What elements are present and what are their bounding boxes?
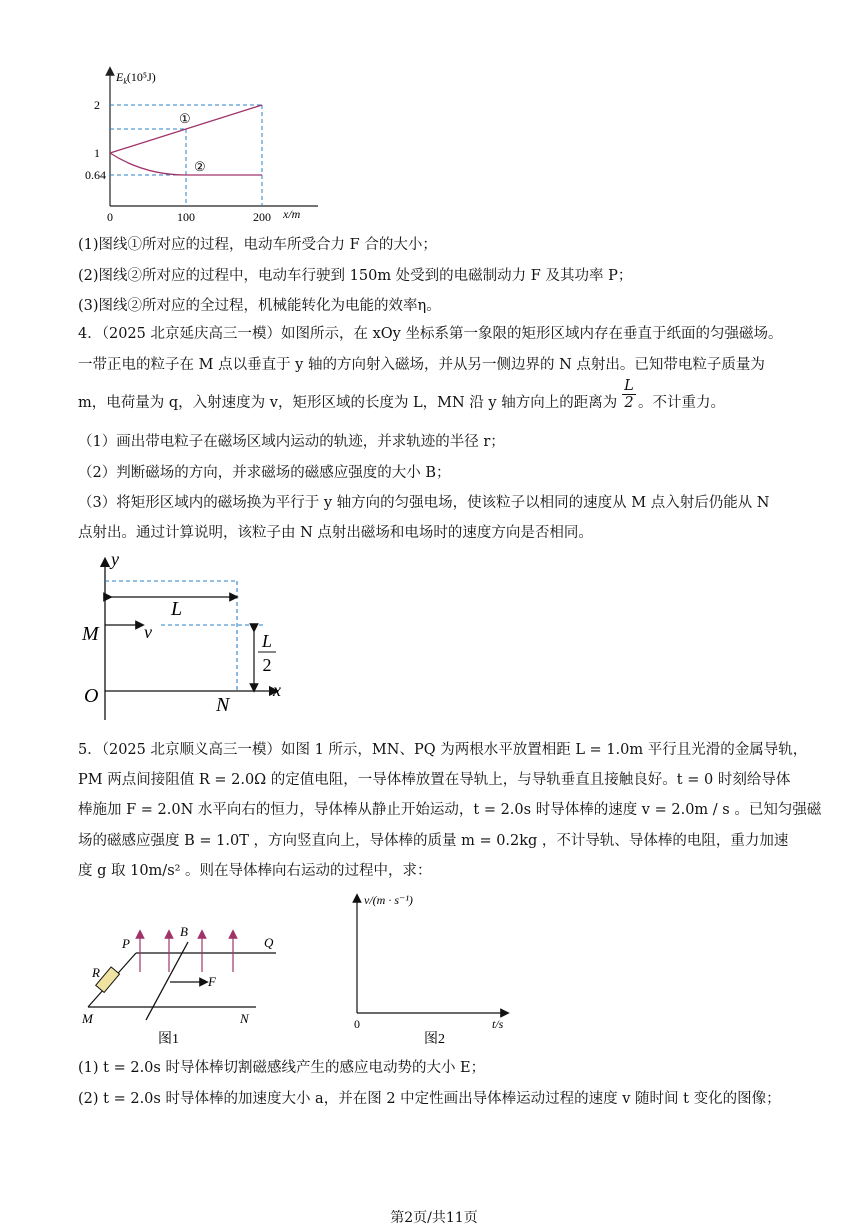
curve-2-label: ② — [194, 159, 206, 174]
fig4-label-N: N — [216, 694, 230, 716]
x-tick-100: 100 — [177, 210, 195, 224]
fig4-label-y: y — [111, 550, 119, 569]
q5-line-1: 5．（2025 北京顺义高三一模）如图 1 所示，MN、PQ 为两根水平放置相距 L = 1.0m 平行且光滑的金属导轨， — [78, 742, 808, 758]
page-footer: 第2页/共11页 — [390, 1210, 478, 1226]
fig4-label-x: x — [273, 680, 281, 700]
caption-fig2: 图2 — [424, 1032, 445, 1047]
q3-item-2: (2)图线②所对应的过程中，电动车行驶到 150m 处受到的电磁制动力 F 及其功率 P； — [78, 268, 633, 284]
fig5-label-B: B — [180, 924, 188, 939]
x-tick-0: 0 — [107, 210, 113, 224]
caption-fig1: 图1 — [158, 1032, 179, 1047]
q4-frac-den: 2 — [622, 394, 636, 411]
q4-frac-num: L — [624, 378, 634, 394]
fig4-half-num: L — [261, 631, 273, 651]
y-tick-064: 0.64 — [85, 168, 106, 182]
x-tick-200: 200 — [253, 210, 271, 224]
figure-5-2 — [340, 890, 520, 1050]
fig5-label-Q: Q — [264, 935, 274, 950]
q4-fraction — [622, 378, 636, 411]
q4-line-3: m，电荷量为 q，入射速度为 v，矩形区域的长度为 L，MN 沿 y 轴方向上的距离为 — [78, 395, 618, 411]
fig4-label-v: v — [144, 622, 152, 642]
q5-line-5: 度 g 取 10m/s² 。则在导体棒向右运动的过程中，求： — [78, 863, 432, 879]
y-tick-1: 1 — [94, 146, 100, 160]
y-axis-label: $E_k(10^5J)$ — [116, 70, 156, 86]
x-axis-label: x/m — [283, 207, 301, 221]
fig5-label-N: N — [240, 1011, 249, 1026]
fig4-label-M: M — [82, 623, 99, 645]
fig5-label-R: R — [92, 965, 100, 980]
q5-line-2: PM 两点间接阻值 R = 2.0Ω 的定值电阻，一导体棒放置在导轨上，与导轨垂直且接触良好。t = 0 时刻给导体 — [78, 772, 791, 788]
y-tick-2: 2 — [94, 98, 100, 112]
fig5-label-P: P — [122, 936, 130, 951]
q3-item-1: (1)图线①所对应的过程，电动车所受合力 F 合的大小； — [78, 237, 437, 253]
q3-item-3: (3)图线②所对应的全过程，机械能转化为电能的效率η。 — [78, 298, 441, 314]
q5-item-2: (2) t = 2.0s 时导体棒的加速度大小 a，并在图 2 中定性画出导体棒运动过程的速度 v 随时间 t 变化的图像； — [78, 1091, 781, 1107]
q5-line-3: 棒施加 F = 2.0N 水平向右的恒力，导体棒从静止开始运动，t = 2.0s 时导体棒的速度 v = 2.0m / s 。已知匀强磁 — [78, 802, 822, 818]
curve-1-label: ① — [179, 111, 191, 126]
fig5-label-M: M — [82, 1011, 93, 1026]
fig5-label-F: F — [208, 974, 216, 989]
fig5-2-x-label: t/s — [492, 1017, 504, 1031]
ek-x-graph — [78, 65, 338, 225]
q5-item-1: (1) t = 2.0s 时导体棒切割磁感线产生的感应电动势的大小 E； — [78, 1060, 486, 1076]
q4-line-2: 一带正电的粒子在 M 点以垂直于 y 轴的方向射入磁场，并从另一侧边界的 N 点射出。已知带电粒子质量为 — [78, 357, 765, 373]
q4-item-4: 点射出。通过计算说明，该粒子由 N 点射出磁场和电场时的速度方向是否相同。 — [78, 525, 593, 541]
fig4-half-den: 2 — [262, 655, 272, 675]
figure-4 — [78, 550, 298, 720]
q4-line-1: 4．（2025 北京延庆高三一模）如图所示，在 xOy 坐标系第一象限的矩形区域内存在垂直于纸面的匀强磁场。 — [78, 326, 783, 342]
fig4-label-L: L — [171, 598, 183, 620]
q4-item-1: （1）画出带电粒子在磁场区域内运动的轨迹，并求轨迹的半径 r； — [78, 434, 505, 450]
q5-line-4: 场的磁感应强度 B = 1.0T ，方向竖直向上，导体棒的质量 m = 0.2kg ，不计导轨、导体棒的电阻，重力加速 — [78, 833, 789, 849]
q4-line-3-end: 。不计重力。 — [638, 395, 725, 411]
fig5-2-origin: 0 — [354, 1017, 360, 1031]
fig5-2-y-label: v/(m · s⁻¹) — [364, 893, 413, 907]
q4-item-2: （2）判断磁场的方向，并求磁场的磁感应强度的大小 B； — [78, 465, 451, 481]
conductor-rod — [146, 942, 188, 1020]
fig4-label-O: O — [84, 685, 99, 707]
figure-5-1 — [78, 920, 288, 1050]
q4-item-3: （3）将矩形区域内的磁场换为平行于 y 轴方向的匀强电场，使该粒子以相同的速度从 M 点入射后仍能从 N — [78, 495, 770, 511]
